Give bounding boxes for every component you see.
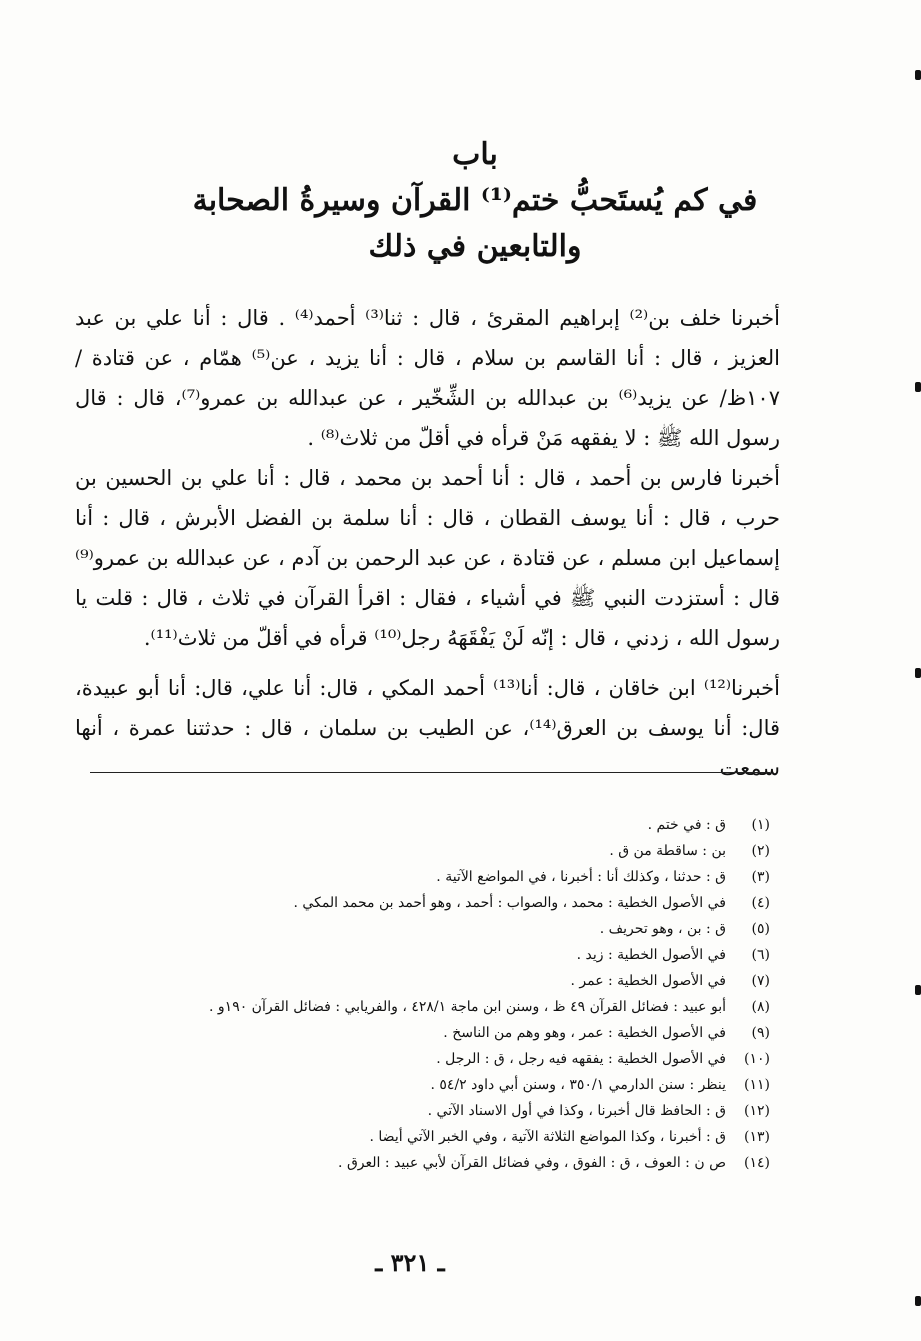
footnote-divider	[90, 772, 770, 773]
footnote-number: (١٢)	[744, 1103, 770, 1119]
footnote	[120, 890, 770, 916]
footnote	[120, 1098, 770, 1124]
footnote	[120, 1124, 770, 1150]
chapter-title-line-1: في كم يُستَحبُّ ختم⁽¹⁾ القرآن وسيرةُ الصحابة	[192, 183, 758, 218]
footnote-text: ينظر : سنن الدارمي ٣٥٠/١ ، وسنن أبي داود ٥٤/٢ .	[430, 1077, 726, 1093]
footnote	[120, 1020, 770, 1046]
footnote-text: ق : بن ، وهو تحريف .	[599, 921, 726, 937]
margin-mark	[915, 985, 921, 995]
footnote-text: في الأصول الخطية : محمد ، والصواب : أحمد ، وهو أحمد بن محمد المكي .	[293, 895, 726, 911]
page-number: ـ ٣٢١ ـ	[375, 1248, 445, 1277]
footnote	[120, 1150, 770, 1176]
footnote-text: أبو عبيد : فضائل القرآن ٤٩ ظ ، وسنن ابن ماجة ٤٢٨/١ ، والفريابي : فضائل القرآن ١٩٠و .	[209, 999, 726, 1015]
footnote-number: (٦)	[751, 947, 770, 963]
footnote-number: (٤)	[751, 895, 770, 911]
footnote-number: (٧)	[751, 973, 770, 989]
footnote-number: (١)	[751, 817, 770, 833]
footnote-number: (١٠)	[744, 1051, 770, 1067]
margin-mark	[915, 382, 921, 392]
chapter-label: باب	[452, 137, 498, 172]
paragraph-1: أخبرنا خلف بن⁽²⁾ إبراهيم المقرئ ، قال : ثنا⁽³⁾ أحمد⁽⁴⁾ . قال : أنا علي بن عبد العزيز ، قال : أنا القاسم بن سلام ، قال : أنا يزيد ، عن⁽⁵⁾ همّام ، عن قتادة /١٠٧ظ/ عن يزيد⁽⁶⁾ بن عبدالله بن الشِّخّير ، عن عبدالله بن عمرو⁽⁷⁾، قال : قال رسول الله ﷺ : لا يفقهه مَنْ قرأه في أقلّ من ثلاث⁽⁸⁾ .	[75, 306, 780, 450]
footnote	[120, 942, 770, 968]
footnote-text: في الأصول الخطية : عمر ، وهو وهم من الناسخ .	[443, 1025, 726, 1041]
footnote-text: في الأصول الخطية : زيد .	[576, 947, 726, 963]
footnote-number: (٣)	[751, 869, 770, 885]
footnote-text: ق : حدثنا ، وكذلك أنا : أخبرنا ، في المواضع الآتية .	[436, 869, 726, 885]
footnote-text: ق : الحافظ قال أخبرنا ، وكذا في أول الاسناد الآتي .	[427, 1103, 726, 1119]
margin-mark	[915, 668, 921, 678]
footnote-number: (٥)	[751, 921, 770, 937]
footnote-text: ص ن : العوف ، ق : الفوق ، وفي فضائل القرآن لأبي عبيد : العرق .	[338, 1155, 726, 1171]
footnote	[120, 1046, 770, 1072]
footnotes	[120, 812, 770, 1176]
footnote	[120, 864, 770, 890]
footnote	[120, 838, 770, 864]
footnote-text: ق : في ختم .	[647, 817, 726, 833]
footnote-text: بن : ساقطة من ق .	[609, 843, 726, 859]
footnote-number: (٢)	[751, 843, 770, 859]
footnote-number: (١٣)	[744, 1129, 770, 1145]
footnote-text: في الأصول الخطية : عمر .	[570, 973, 726, 989]
footnote	[120, 1072, 770, 1098]
chapter-title-line-2: والتابعين في ذلك	[368, 229, 582, 264]
footnote-number: (٨)	[751, 999, 770, 1015]
main-text	[75, 298, 780, 788]
footnote	[120, 994, 770, 1020]
footnote-text: في الأصول الخطية : يفقهه فيه رجل ، ق : الرجل .	[436, 1051, 726, 1067]
footnote-number: (١١)	[744, 1077, 770, 1093]
paragraph-2: أخبرنا فارس بن أحمد ، قال : أنا أحمد بن محمد ، قال : أنا علي بن الحسين بن حرب ، قال : أنا يوسف القطان ، قال : أنا سلمة بن الفضل الأبرش ، قال : أنا إسماعيل ابن مسلم ، عن قتادة ، عن عبد الرحمن بن آدم ، عن عبدالله بن عمرو⁽⁹⁾ قال : أستزدت النبي ﷺ في أشياء ، فقال : اقرأ القرآن في ثلاث ، قال : قلت يا رسول الله ، زدني ، قال : إنّه لَنْ يَفْقَهَهُ رجل⁽¹⁰⁾ قرأه في أقلّ من ثلاث⁽¹¹⁾.	[75, 466, 780, 650]
margin-mark	[915, 1296, 921, 1306]
footnote-text: ق : أخبرنا ، وكذا المواضع الثلاثة الآتية ، وفي الخبر الآتي أيضا .	[369, 1129, 726, 1145]
footnote	[120, 968, 770, 994]
footnote-number: (١٤)	[744, 1155, 770, 1171]
chapter-heading	[150, 132, 800, 270]
paragraph-3: أخبرنا⁽¹²⁾ ابن خاقان ، قال: أنا⁽¹³⁾ أحمد المكي ، قال: أنا علي، قال: أنا أبو عبيدة، قال: أنا يوسف بن العرق⁽¹⁴⁾، عن الطيب بن سلمان ، قال : حدثتنا عمرة ، أنها سمعت	[75, 676, 781, 780]
footnote-number: (٩)	[751, 1025, 770, 1041]
margin-mark	[915, 70, 921, 80]
footnote	[120, 916, 770, 942]
footnote	[120, 812, 770, 838]
